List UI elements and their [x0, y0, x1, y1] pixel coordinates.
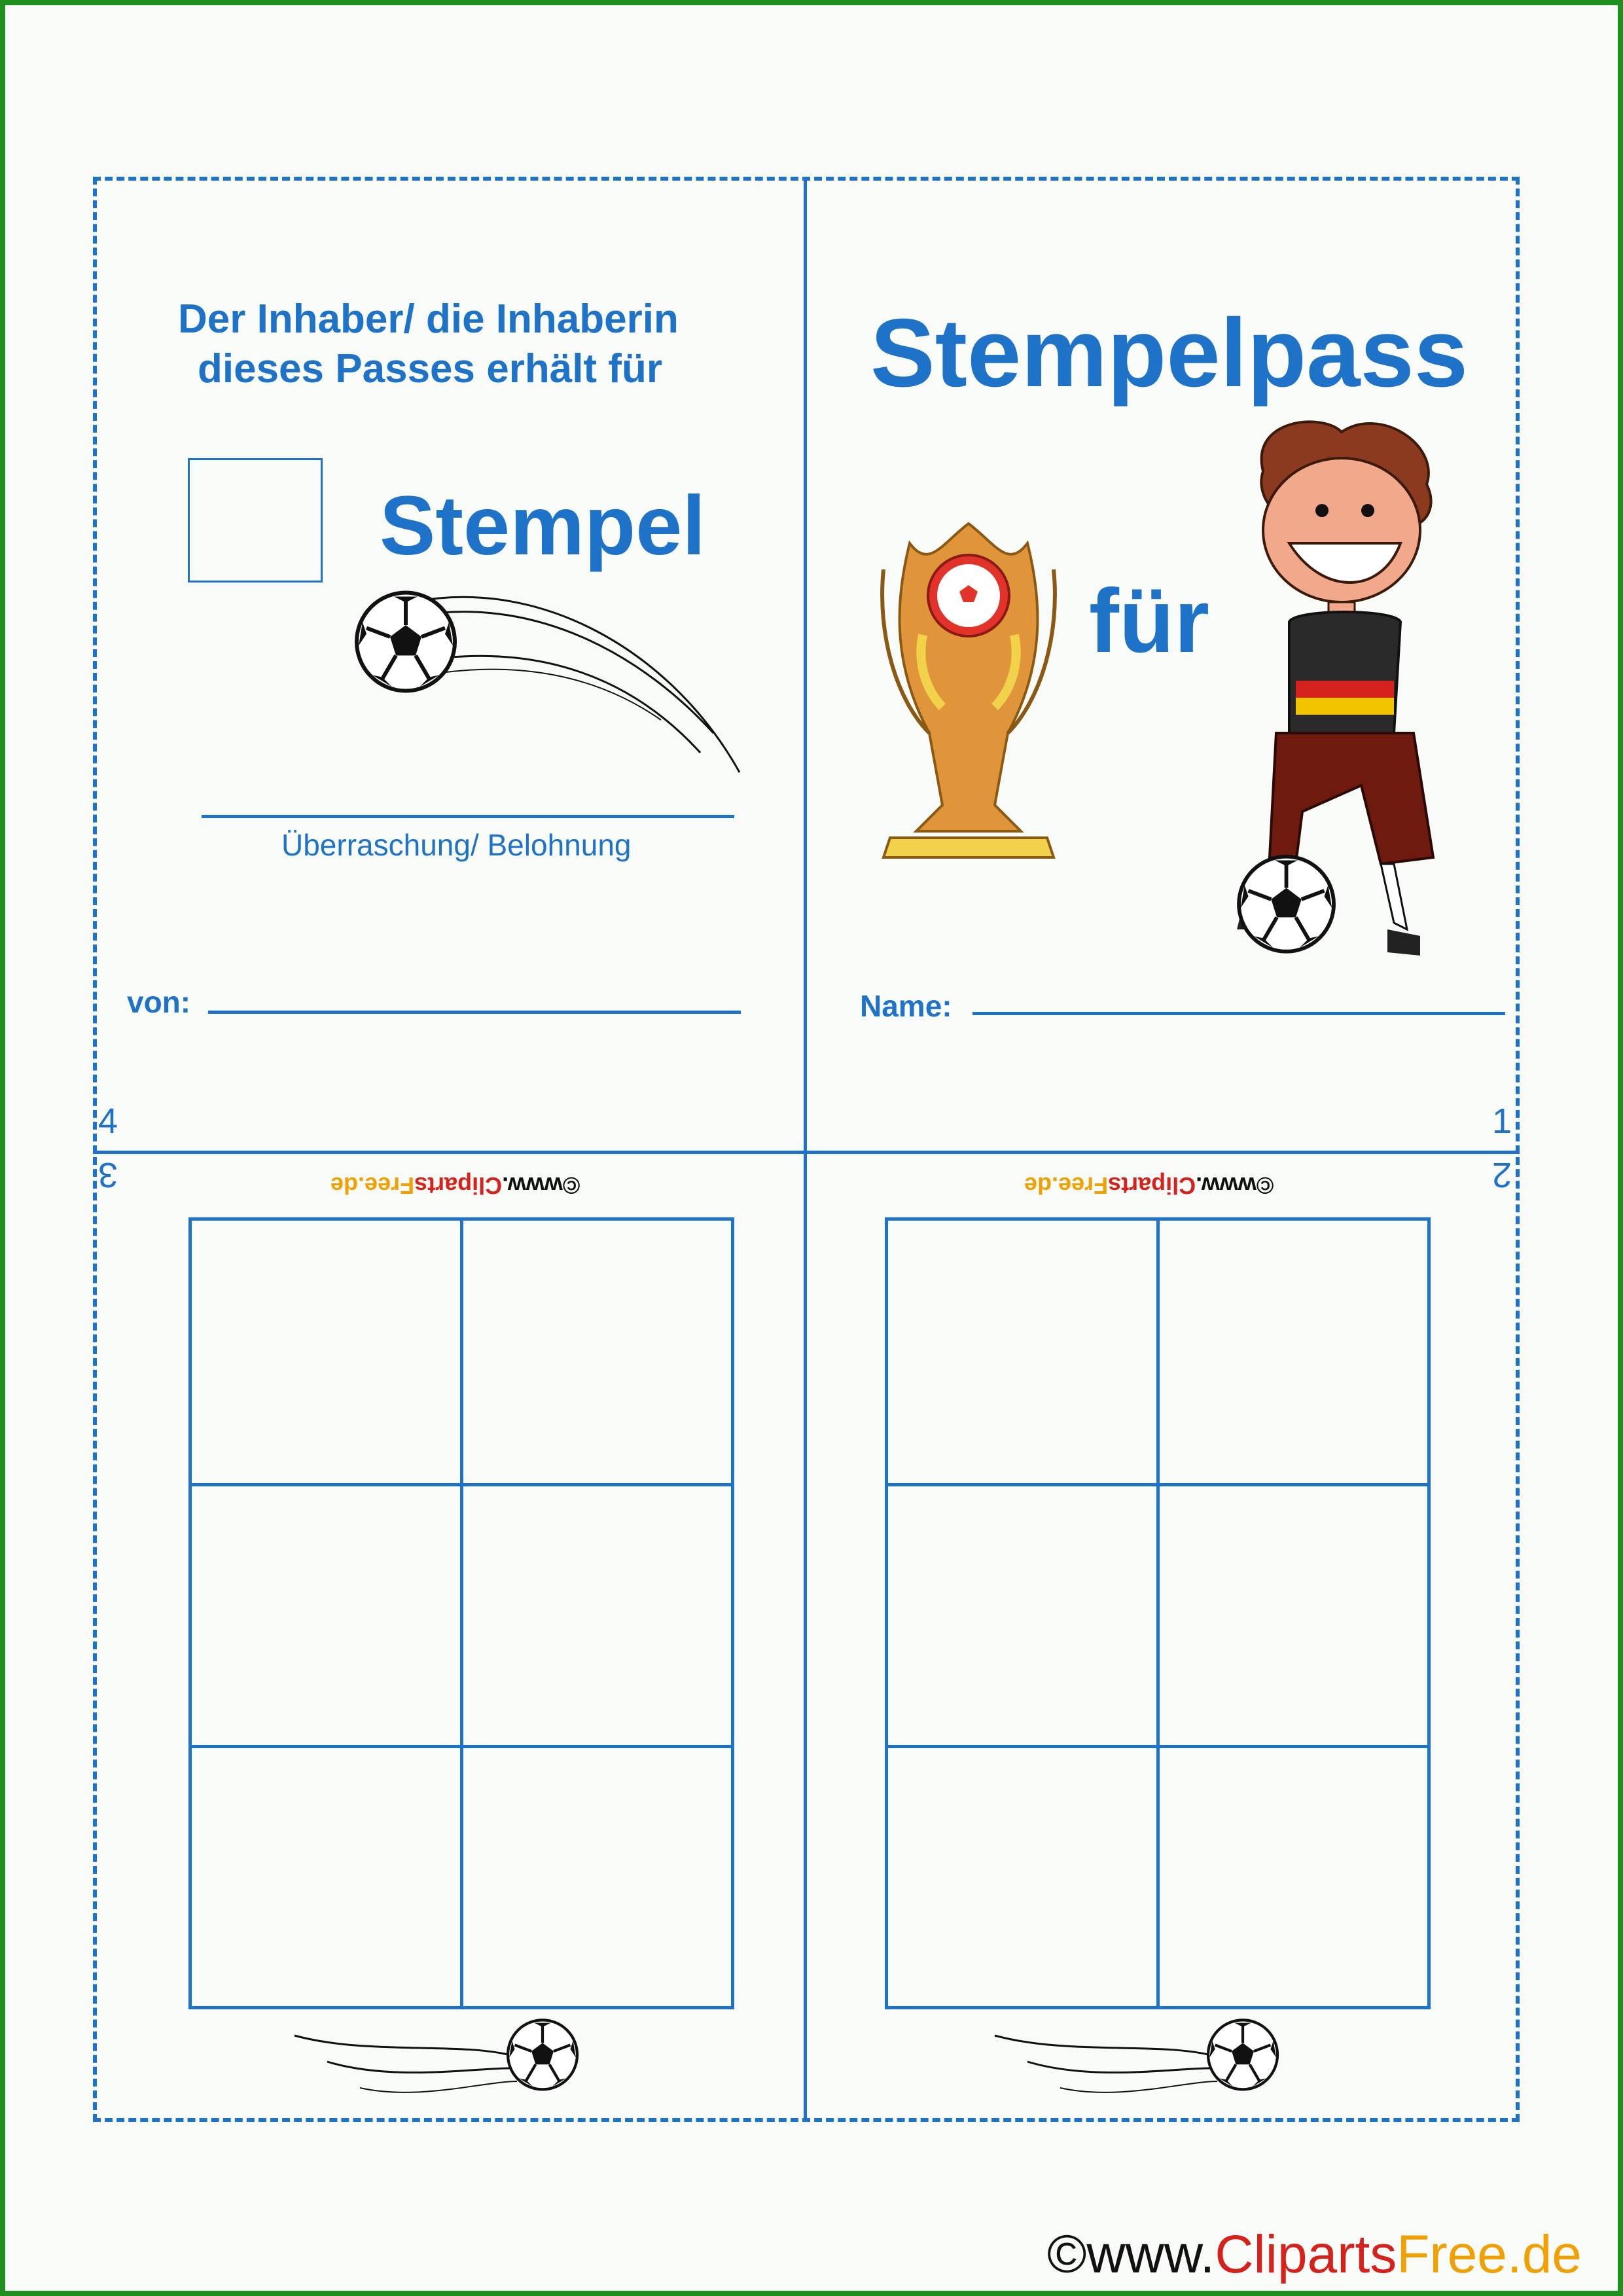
- panel2-watermark: [1024, 1172, 1274, 1199]
- from-field-line[interactable]: [208, 1011, 741, 1014]
- rolling-ball-right: [988, 2016, 1289, 2121]
- watermark-brand2: Free: [365, 1172, 415, 1199]
- footer-suffix: .de: [1507, 2225, 1582, 2284]
- footer-prefix: ©www.: [1047, 2225, 1215, 2284]
- for-word: für: [1089, 571, 1209, 672]
- watermark-brand1: Cliparts: [1108, 1172, 1196, 1199]
- stamp-grid-left: [188, 1217, 734, 2009]
- fold-line-horizontal: [93, 1151, 1520, 1154]
- page-number-4: 4: [98, 1102, 118, 1141]
- from-label: von:: [127, 985, 191, 1019]
- panel3-watermark: [330, 1172, 580, 1199]
- flying-ball-illustration: [347, 576, 753, 798]
- watermark-brand1: Cliparts: [414, 1172, 503, 1199]
- panel1-title: Stempelpass: [870, 299, 1469, 407]
- watermark-suffix: .de: [1024, 1172, 1059, 1199]
- watermark-brand2: Free: [1058, 1172, 1109, 1199]
- stamp-grid-right: [885, 1217, 1431, 2009]
- fold-line-vertical: [804, 177, 807, 2122]
- stamp-checkbox[interactable]: [188, 458, 323, 583]
- footer-watermark[interactable]: [1047, 2224, 1582, 2286]
- reward-label: Überraschung/ Belohnung: [281, 828, 632, 862]
- watermark-prefix: ©www.: [502, 1172, 580, 1199]
- trophy-icon: [870, 517, 1067, 864]
- page-number-3: 3: [98, 1155, 118, 1194]
- watermark-suffix: .de: [330, 1172, 365, 1199]
- stamp-word: Stempel: [380, 479, 705, 573]
- page-number-2: 2: [1492, 1155, 1512, 1194]
- reward-line: [202, 815, 734, 818]
- footer-brand1: Cliparts: [1215, 2225, 1397, 2284]
- name-field-line[interactable]: [972, 1012, 1505, 1015]
- panel4-heading-line2: dieses Passes erhält für: [198, 346, 662, 391]
- soccer-boy-illustration: [1230, 406, 1492, 962]
- watermark-prefix: ©www.: [1196, 1172, 1274, 1199]
- rolling-ball-left: [288, 2016, 589, 2121]
- page-number-1: 1: [1492, 1102, 1512, 1141]
- footer-brand2: Free: [1397, 2225, 1507, 2284]
- name-label: Name:: [860, 989, 952, 1023]
- panel4-heading-line1: Der Inhaber/ die Inhaberin: [178, 296, 679, 342]
